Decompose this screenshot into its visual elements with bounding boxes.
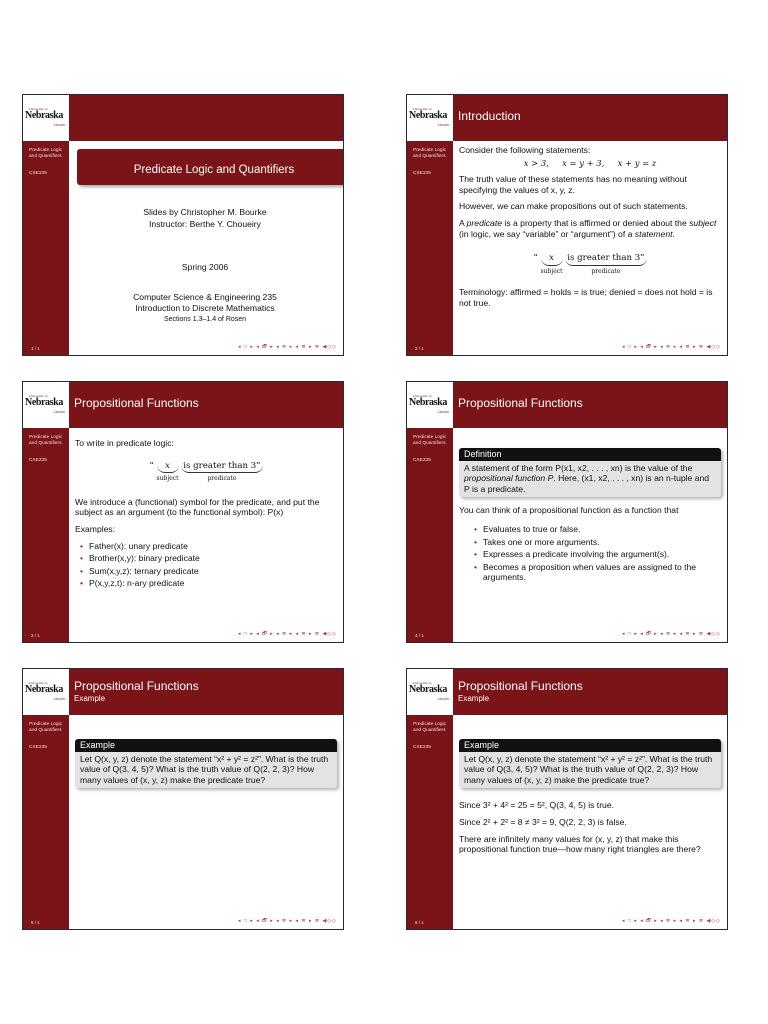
sidebar-course-code: CSE235	[413, 458, 431, 463]
definition-title: Definition	[459, 448, 721, 461]
propositions-text: However, we can make propositions out of such statements.	[459, 201, 688, 212]
beamer-navigation[interactable]: ◂ □ ▸ ◂ 🗗 ▸ ◂ ≣ ▸ ◂ ≣ ▸ ≣ ◀◇◇	[238, 918, 337, 924]
slide-header	[69, 669, 343, 715]
slide-3	[22, 381, 344, 643]
slide-content	[75, 438, 337, 632]
logo-name: Nebraska	[25, 397, 63, 408]
logo-city: Lincoln	[53, 123, 65, 127]
sidebar-course-code: CSE235	[29, 171, 47, 176]
examples-list	[75, 541, 337, 589]
logo-top-text: University of	[29, 394, 48, 398]
statement-2: x = y + 3,	[562, 157, 605, 168]
page-number: 3 / 1	[31, 633, 40, 638]
slide-sidebar	[23, 141, 69, 355]
slide-subtitle: Example	[74, 694, 106, 703]
term-line: Spring 2006	[181, 262, 229, 272]
logo-city: Lincoln	[53, 410, 65, 414]
predicate-brace: is greater than 3” predicate	[183, 460, 261, 483]
slide-header	[453, 669, 727, 715]
instructor-line: Instructor: Berthe Y. Choueiry	[149, 218, 261, 229]
definition-body: A statement of the form P(x1, x2, . . . , xn) is the value of the propositional function P. Here, (x1, x2, . . . , xn) is an n-tuple and P is a predicate.	[459, 461, 721, 498]
function-intro-text: You can think of a propositional function as a function that	[459, 505, 679, 516]
sidebar-title: Predicate Logic and Quantifiers	[413, 435, 447, 446]
university-logo	[407, 382, 453, 428]
example-title: Example	[459, 739, 721, 752]
page-number: 1 / 1	[31, 346, 40, 351]
logo-name: Nebraska	[25, 684, 63, 695]
definition-block	[459, 448, 721, 497]
beamer-navigation[interactable]: ◂ □ ▸ ◂ 🗗 ▸ ◂ ≣ ▸ ◂ ≣ ▸ ≣ ◀◇◇	[238, 344, 337, 350]
subject-brace: x subject	[540, 253, 563, 275]
slide-content	[459, 735, 721, 919]
example-body: Let Q(x, y, z) denote the statement “x² + y² = z²”. What is the truth value of Q(3, 4, 5)? What is the truth value of Q(2, 2, 3)? How many values of (x, y, z) make the predicate true?	[459, 752, 721, 789]
beamer-navigation[interactable]: ◂ □ ▸ ◂ 🗗 ▸ ◂ ≣ ▸ ◂ ≣ ▸ ≣ ◀◇◇	[238, 631, 337, 637]
list-item: • Becomes a proposition when values are assigned to the arguments.	[483, 562, 721, 583]
page-number: 5 / 1	[31, 920, 40, 925]
slide-4	[406, 381, 728, 643]
list-item: • Sum(x,y,z): ternary predicate	[89, 566, 337, 577]
sidebar-course-code: CSE235	[413, 171, 431, 176]
page-number: 2 / 1	[415, 346, 424, 351]
sidebar-course-code: CSE235	[413, 745, 431, 750]
answer-3: There are infinitely many values for (x, y, z) that make this propositional function true—how many right triangles are there?	[459, 833, 701, 855]
beamer-navigation[interactable]: ◂ □ ▸ ◂ 🗗 ▸ ◂ ≣ ▸ ◂ ≣ ▸ ≣ ◀◇◇	[622, 918, 721, 924]
university-logo	[23, 95, 69, 141]
terminology-text: Terminology: affirmed = holds = is true; denied = does not hold = is not true.	[459, 287, 713, 308]
page-number: 4 / 1	[415, 633, 424, 638]
subject-predicate-diagram: “ x subject is greater than 3” predicate	[75, 461, 337, 485]
slide-header	[69, 382, 343, 428]
examples-label: Examples:	[75, 523, 116, 534]
university-logo	[23, 382, 69, 428]
logo-top-text: University of	[413, 107, 432, 111]
slide-sidebar	[407, 428, 453, 642]
example-block	[459, 739, 721, 788]
list-item: • P(x,y,z,t): n-ary predicate	[89, 578, 337, 589]
sidebar-title: Predicate Logic and Quantifiers	[413, 148, 447, 159]
slide-header	[453, 95, 727, 141]
example-title: Example	[75, 739, 337, 752]
subject-brace: x subject	[156, 460, 179, 483]
predicate-brace: is greater than 3” predicate	[567, 253, 645, 275]
logo-name: Nebraska	[25, 110, 63, 121]
slide-content	[459, 444, 721, 632]
course-line-2: Introduction to Discrete Mathematics	[135, 303, 275, 313]
sections-line: Sections 1.3–1.4 of Rosen	[163, 315, 247, 323]
statement-1: x > 3,	[523, 157, 549, 168]
course-line-1: Computer Science & Engineering 235	[133, 291, 277, 302]
slide-content	[459, 145, 721, 345]
sidebar-title: Predicate Logic and Quantifiers	[29, 435, 63, 446]
slide-title: Propositional Functions	[74, 679, 199, 693]
example-body: Let Q(x, y, z) denote the statement “x² + y² = z²”. What is the truth value of Q(3, 4, 5)? What is the truth value of Q(2, 2, 3)? How many values of (x, y, z) make the predicate true?	[75, 752, 337, 789]
sidebar-title: Predicate Logic and Quantifiers	[413, 722, 447, 733]
slide-header	[69, 95, 343, 141]
predicate-definition-text: A predicate is a property that is affirmed or denied about the subject (in logic, we say “variable” or “argument”) of a statement.	[459, 217, 717, 239]
title-content	[73, 207, 337, 345]
logo-name: Nebraska	[409, 684, 447, 695]
statement-3: x + y = z	[617, 157, 657, 168]
logo-name: Nebraska	[409, 397, 447, 408]
university-logo	[407, 669, 453, 715]
subject-predicate-diagram: “ x subject is greater than 3” predicate	[459, 253, 721, 277]
sidebar-title: Predicate Logic and Quantifiers	[29, 722, 63, 733]
intro-text: Consider the following statements:	[459, 145, 591, 155]
page-number: 6 / 1	[415, 920, 424, 925]
example-statements	[459, 158, 721, 169]
list-item: • Brother(x,y): binary predicate	[89, 553, 337, 564]
logo-top-text: University of	[413, 681, 432, 685]
list-item: • Takes one or more arguments.	[483, 537, 721, 548]
slide-sidebar	[407, 141, 453, 355]
slide-sidebar	[23, 715, 69, 929]
functional-symbol-text: We introduce a (functional) symbol for the predicate, and put the subject as an argument (to the functional symbol): P(x)	[75, 496, 320, 518]
list-item: • Expresses a predicate involving the argument(s).	[483, 549, 721, 560]
slide-sidebar	[407, 715, 453, 929]
slide-6	[406, 668, 728, 930]
slide-title: Propositional Functions	[458, 396, 583, 410]
logo-city: Lincoln	[437, 697, 449, 701]
author-line: Slides by Christopher M. Bourke	[143, 207, 267, 217]
beamer-navigation[interactable]: ◂ □ ▸ ◂ 🗗 ▸ ◂ ≣ ▸ ◂ ≣ ▸ ≣ ◀◇◇	[622, 631, 721, 637]
answer-1: Since 3² + 4² = 25 = 5², Q(3, 4, 5) is true.	[459, 800, 614, 811]
logo-city: Lincoln	[437, 123, 449, 127]
slide-title: Propositional Functions	[458, 679, 583, 693]
slide-title: Introduction	[458, 109, 521, 123]
logo-city: Lincoln	[53, 697, 65, 701]
slide-subtitle: Example	[458, 694, 490, 703]
slide-title: Propositional Functions	[74, 396, 199, 410]
logo-name: Nebraska	[409, 110, 447, 121]
university-logo	[407, 95, 453, 141]
presentation-title: Predicate Logic and Quantifiers	[133, 164, 295, 176]
example-block	[75, 739, 337, 788]
slide-2	[406, 94, 728, 356]
sidebar-course-code: CSE235	[29, 458, 47, 463]
slide-content	[75, 735, 337, 919]
logo-top-text: University of	[29, 681, 48, 685]
slide-5	[22, 668, 344, 930]
truth-value-text: The truth value of these statements has no meaning without specifying the values of x, y, z.	[459, 174, 687, 195]
logo-top-text: University of	[29, 107, 48, 111]
logo-top-text: University of	[413, 394, 432, 398]
title-box	[77, 149, 344, 185]
sidebar-course-code: CSE235	[29, 745, 47, 750]
answer-2: Since 2² + 2² = 8 ≠ 3² = 9, Q(2, 2, 3) is false.	[459, 816, 627, 827]
slide-header	[453, 382, 727, 428]
slide-1	[22, 94, 344, 356]
university-logo	[23, 669, 69, 715]
logo-city: Lincoln	[437, 410, 449, 414]
list-item: • Evaluates to true or false.	[483, 524, 721, 535]
sidebar-title: Predicate Logic and Quantifiers	[29, 148, 63, 159]
list-item: • Father(x): unary predicate	[89, 541, 337, 552]
beamer-navigation[interactable]: ◂ □ ▸ ◂ 🗗 ▸ ◂ ≣ ▸ ◂ ≣ ▸ ≣ ◀◇◇	[622, 344, 721, 350]
slide-sidebar	[23, 428, 69, 642]
intro-text: To write in predicate logic:	[75, 438, 174, 448]
properties-list	[459, 524, 721, 583]
